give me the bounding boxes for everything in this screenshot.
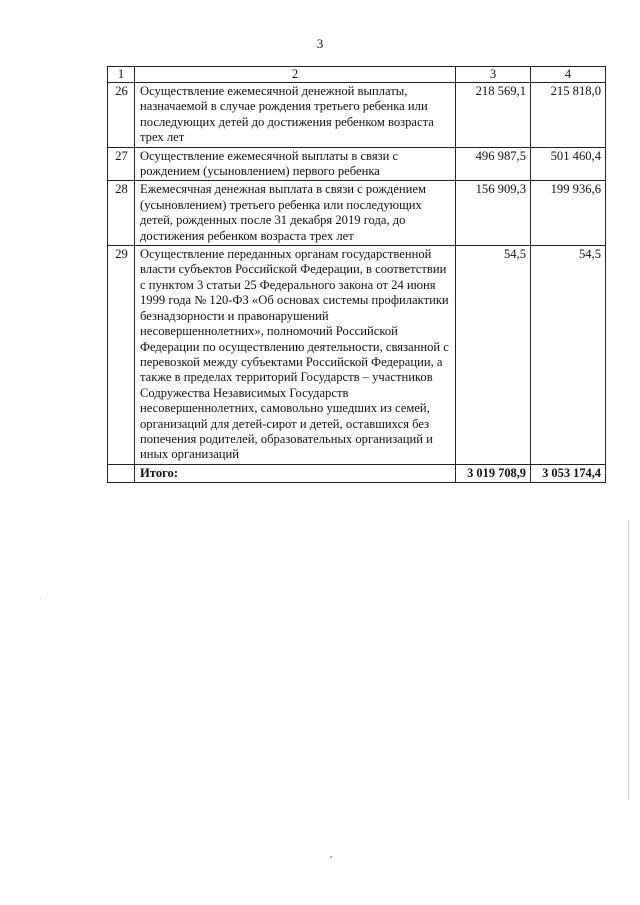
scan-dot <box>40 598 41 599</box>
row-value-col3: 156 909,3 <box>456 181 531 246</box>
total-value-col3: 3 019 708,9 <box>456 464 531 482</box>
row-value-col3: 496 987,5 <box>456 147 531 181</box>
row-number: 27 <box>108 147 135 181</box>
row-value-col3: 218 569,1 <box>456 83 531 148</box>
row-description: Осуществление переданных органам государственной власти субъектов Российской Федерации, в соответствии с пунктом 3 статьи 25 Федерального закона от 24 июня 1999 года № 120-ФЗ «Об основах системы профилактики безнадзорности и правонарушений несовершеннолетних», полномочий Российской Федерации по осуществлению деятельности, связанной с перевозкой между субъектами Российской Федерации, а также в пределах территорий Государств – участников Содружества Независимых Государств несовершеннолетних, самовольно ушедших из семей, организаций для детей-сирот и детей, оставшихся без попечения родителей, образовательных организаций и иных организаций <box>135 246 456 465</box>
page-number: 3 <box>316 36 324 51</box>
total-number <box>108 464 135 482</box>
row-value-col4: 199 936,6 <box>531 181 606 246</box>
row-number: 29 <box>108 246 135 465</box>
row-value-col4: 215 818,0 <box>531 83 606 148</box>
column-header-1: 1 <box>108 67 135 83</box>
table-row <box>108 181 606 246</box>
table-row <box>108 147 606 181</box>
row-number: 28 <box>108 181 135 246</box>
column-header-4: 4 <box>531 67 606 83</box>
row-description: Осуществление ежемесячной денежной выплаты, назначаемой в случае рождения третьего ребенка или последующих детей до достижения ребенком возраста трех лет <box>135 83 456 148</box>
row-number: 26 <box>108 83 135 148</box>
row-value-col4: 501 460,4 <box>531 147 606 181</box>
table-row <box>108 83 606 148</box>
scan-edge-mark <box>628 520 629 800</box>
total-label: Итого: <box>135 464 456 482</box>
row-description: Ежемесячная денежная выплата в связи с рождением (усыновлением) третьего ребенка или последующих детей, рожденных после 31 декабря 2019 года, до достижения ребенком возраста трех лет <box>135 181 456 246</box>
row-description: Осуществление ежемесячной выплаты в связи с рождением (усыновлением) первого ребенка <box>135 147 456 181</box>
total-value-col4: 3 053 174,4 <box>531 464 606 482</box>
total-row <box>108 464 606 482</box>
budget-table <box>107 66 606 483</box>
table-row <box>108 246 606 465</box>
column-header-2: 2 <box>135 67 456 83</box>
table-header-row <box>108 67 606 83</box>
row-value-col4: 54,5 <box>531 246 606 465</box>
column-header-3: 3 <box>456 67 531 83</box>
row-value-col3: 54,5 <box>456 246 531 465</box>
scan-dot <box>330 856 332 858</box>
